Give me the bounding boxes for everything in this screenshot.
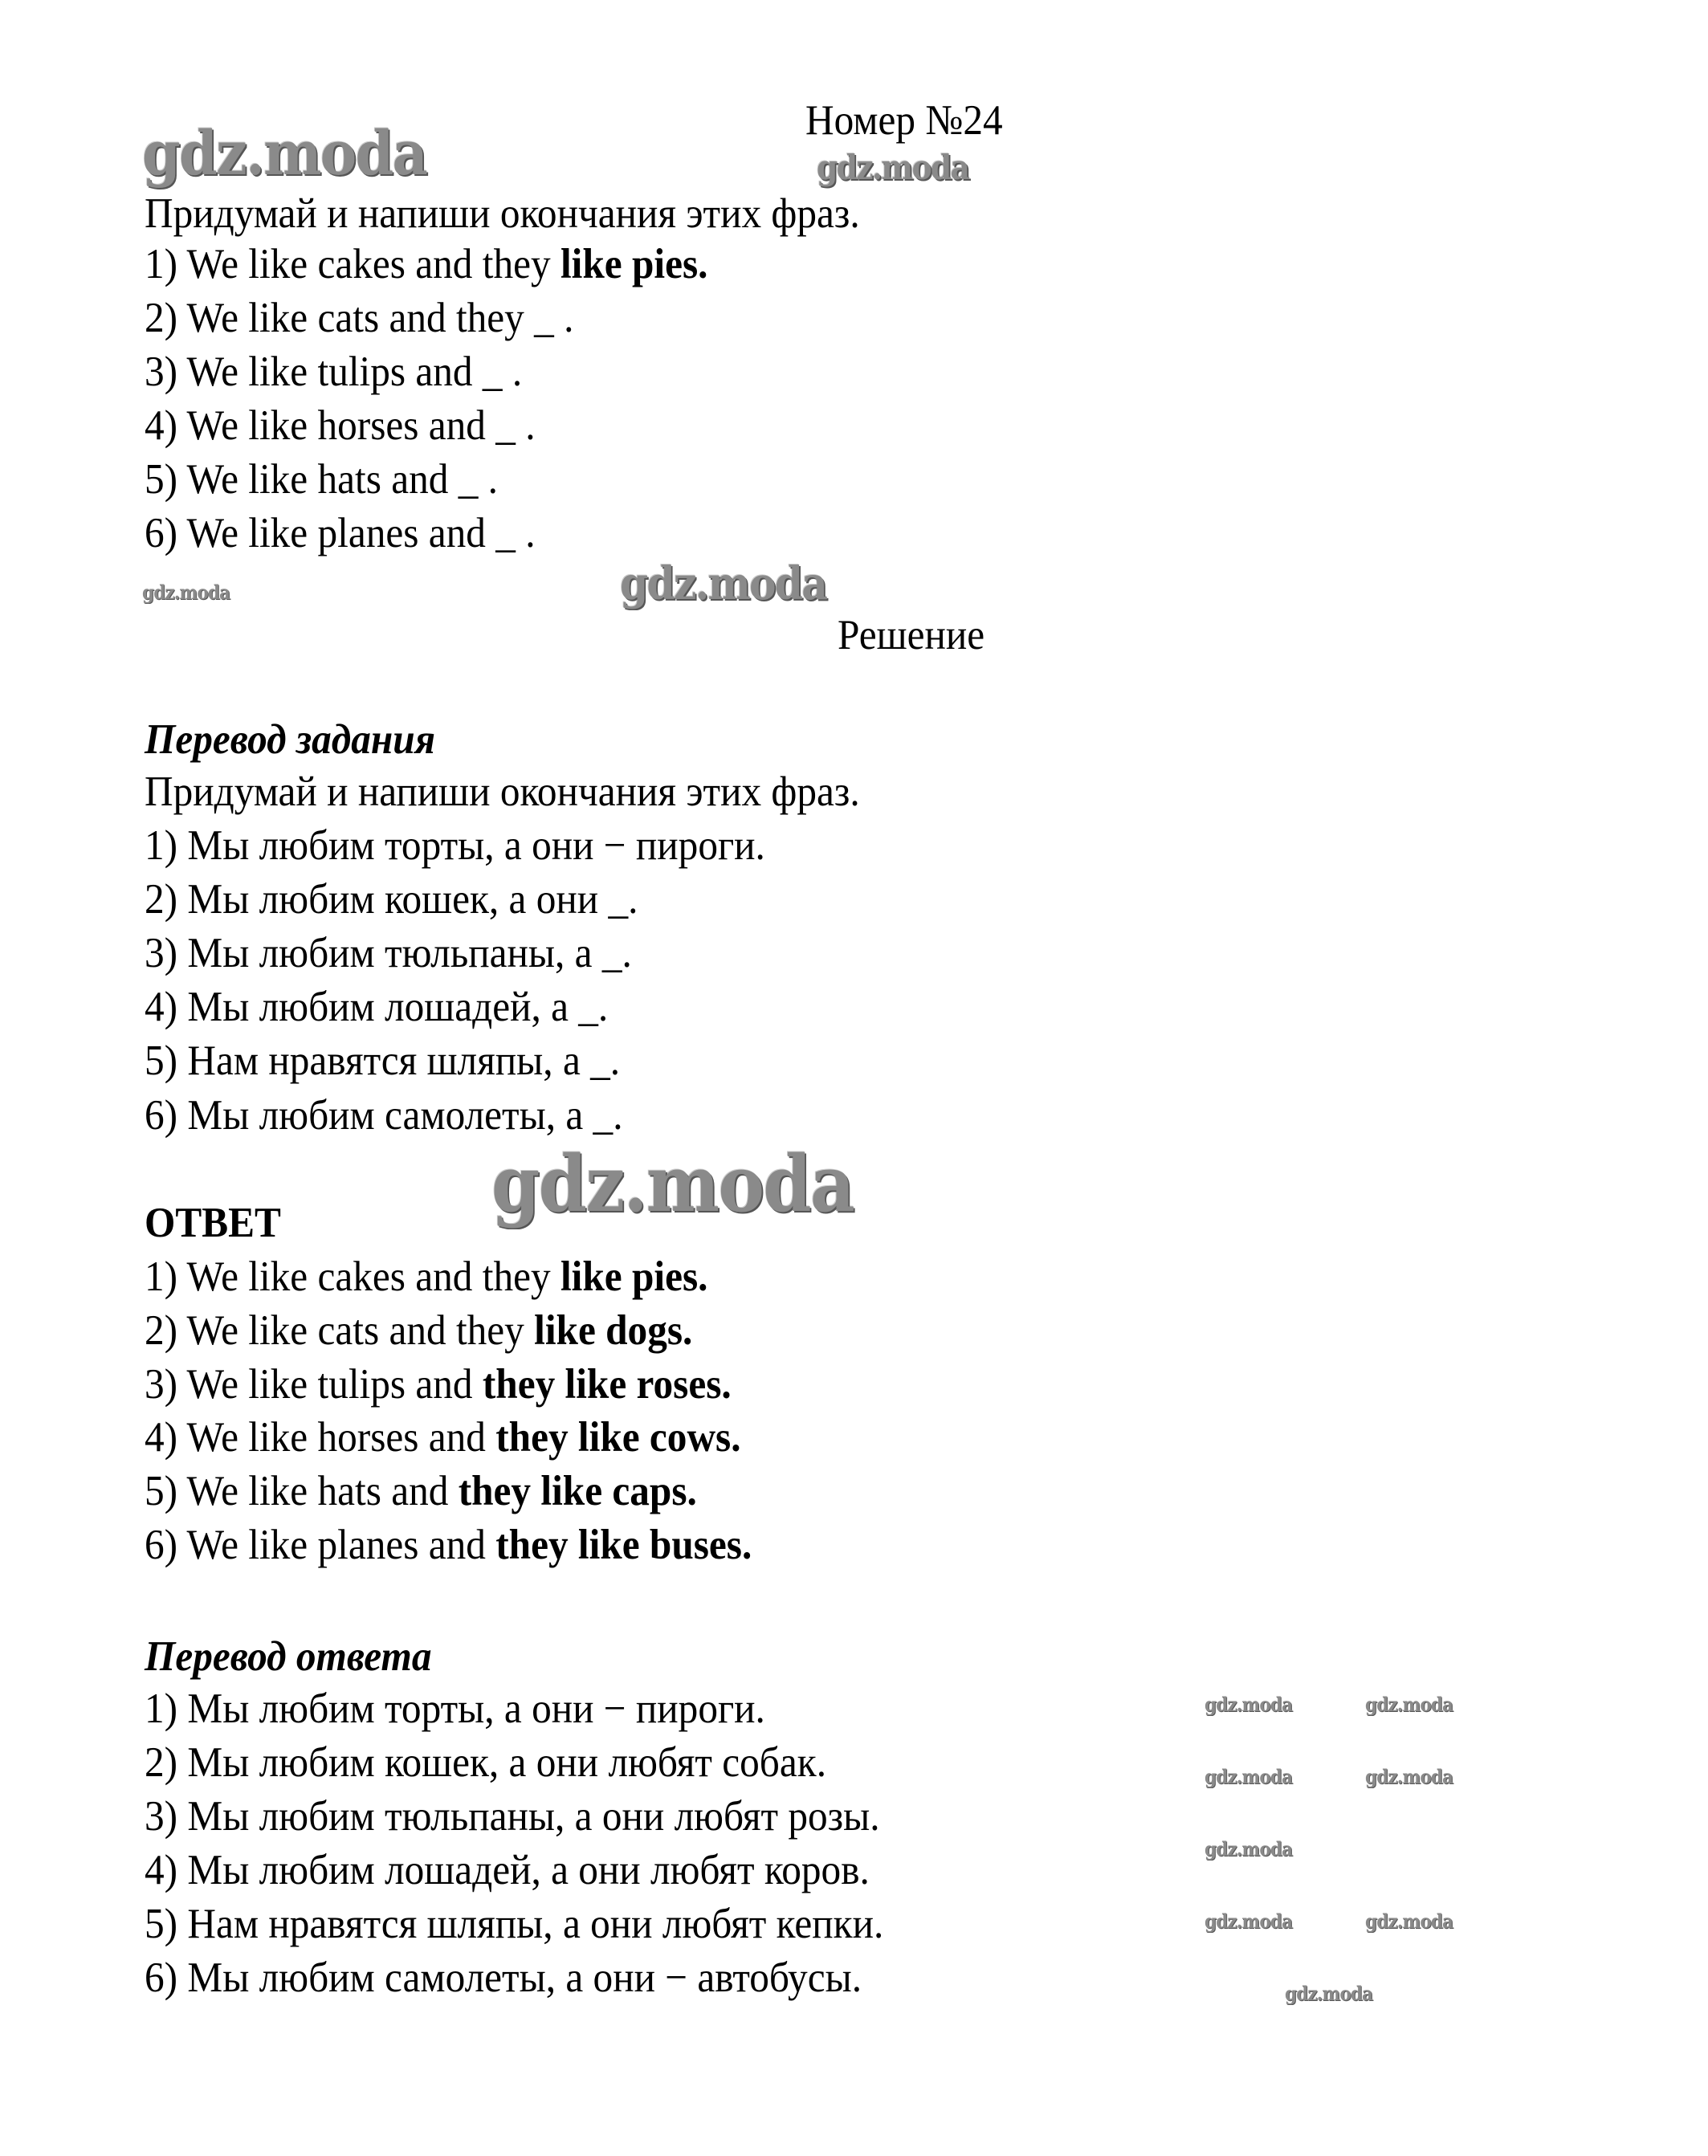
watermark-logo: gdz.moda: [1365, 1693, 1453, 1716]
item-answer: they like cows.: [495, 1414, 741, 1461]
watermark-logo: gdz.moda: [1365, 1765, 1453, 1788]
solution-label: Решение: [838, 612, 985, 658]
task-item: [145, 291, 573, 344]
answer-item: [145, 1250, 707, 1303]
task-translation-item: 4) Мы любим лошадей, а _.: [145, 984, 609, 1030]
task-translation-heading: Перевод задания: [145, 716, 436, 763]
answer-translation-heading: Перевод ответа: [145, 1633, 432, 1680]
task-translation-item: 1) Мы любим торты, а они − пироги.: [145, 822, 765, 869]
task-translation-item: 5) Нам нравятся шляпы, а _.: [145, 1037, 621, 1084]
item-text: 6) We like planes and: [145, 1522, 496, 1568]
task-number: Номер №24: [805, 97, 1003, 144]
task-item: [145, 507, 536, 560]
task-item: [145, 453, 498, 506]
watermark-logo: gdz.moda: [1205, 1837, 1293, 1861]
answer-item: [145, 1518, 752, 1571]
watermark-logo: gdz.moda: [491, 1139, 854, 1229]
answer-translation-item: 4) Мы любим лошадей, а они любят коров.: [145, 1847, 870, 1893]
item-answer: like pies.: [560, 241, 708, 287]
item-text: 1) We like cakes and they: [145, 241, 561, 287]
task-item: [145, 238, 707, 291]
task-translation-item: 3) Мы любим тюльпаны, а _.: [145, 930, 632, 976]
task-item: [145, 399, 536, 452]
item-text: 4) We like horses and: [145, 1414, 496, 1461]
item-text: 2) We like cats and they: [145, 1307, 535, 1354]
task-instruction: Придумай и напиши окончания этих фраз.: [145, 190, 860, 237]
watermark-logo: gdz.moda: [620, 557, 827, 610]
answer-item: [145, 1358, 732, 1411]
task-translation-item: 2) Мы любим кошек, а они _.: [145, 876, 638, 923]
task-item: [145, 345, 522, 398]
watermark-logo: gdz.moda: [1205, 1693, 1293, 1716]
item-text: 2) We like cats and they _ .: [145, 295, 574, 341]
task-translation-instruction: Придумай и напиши окончания этих фраз.: [145, 768, 860, 815]
item-text: 1) We like cakes and they: [145, 1253, 561, 1300]
watermark-logo: gdz.moda: [142, 581, 230, 604]
answer-translation-item: 5) Нам нравятся шляпы, а они любят кепки.: [145, 1901, 884, 1947]
item-answer: they like buses.: [495, 1522, 752, 1568]
item-answer: they like roses.: [482, 1361, 732, 1408]
watermark-logo: gdz.moda: [1205, 1909, 1293, 1933]
answer-translation-item: 1) Мы любим торты, а они − пироги.: [145, 1685, 765, 1732]
item-text: 3) We like tulips and _ .: [145, 348, 523, 395]
watermark-logo: gdz.moda: [1285, 1982, 1373, 2005]
item-text: 5) We like hats and _ .: [145, 456, 499, 503]
task-translation-item: 6) Мы любим самолеты, а _.: [145, 1092, 623, 1139]
item-answer: like dogs.: [534, 1307, 693, 1354]
answer-item: [145, 1411, 741, 1464]
item-text: 5) We like hats and: [145, 1468, 459, 1514]
item-text: 6) We like planes and _ .: [145, 510, 536, 556]
answer-translation-item: 3) Мы любим тюльпаны, а они любят розы.: [145, 1793, 880, 1840]
item-text: 4) We like horses and _ .: [145, 402, 536, 449]
watermark-logo: gdz.moda: [1205, 1765, 1293, 1788]
answer-translation-item: 2) Мы любим кошек, а они любят собак.: [145, 1739, 827, 1786]
watermark-logo: gdz.moda: [817, 148, 969, 187]
answer-translation-item: 6) Мы любим самолеты, а они − автобусы.: [145, 1954, 862, 2001]
answer-item: [145, 1465, 697, 1518]
answer-item: [145, 1304, 692, 1357]
answer-heading: ОТВЕТ: [145, 1200, 281, 1246]
watermark-logo: gdz.moda: [142, 117, 427, 189]
item-answer: like pies.: [560, 1253, 708, 1300]
item-answer: they like caps.: [458, 1468, 697, 1514]
item-text: 3) We like tulips and: [145, 1361, 483, 1408]
watermark-logo: gdz.moda: [1365, 1909, 1453, 1933]
